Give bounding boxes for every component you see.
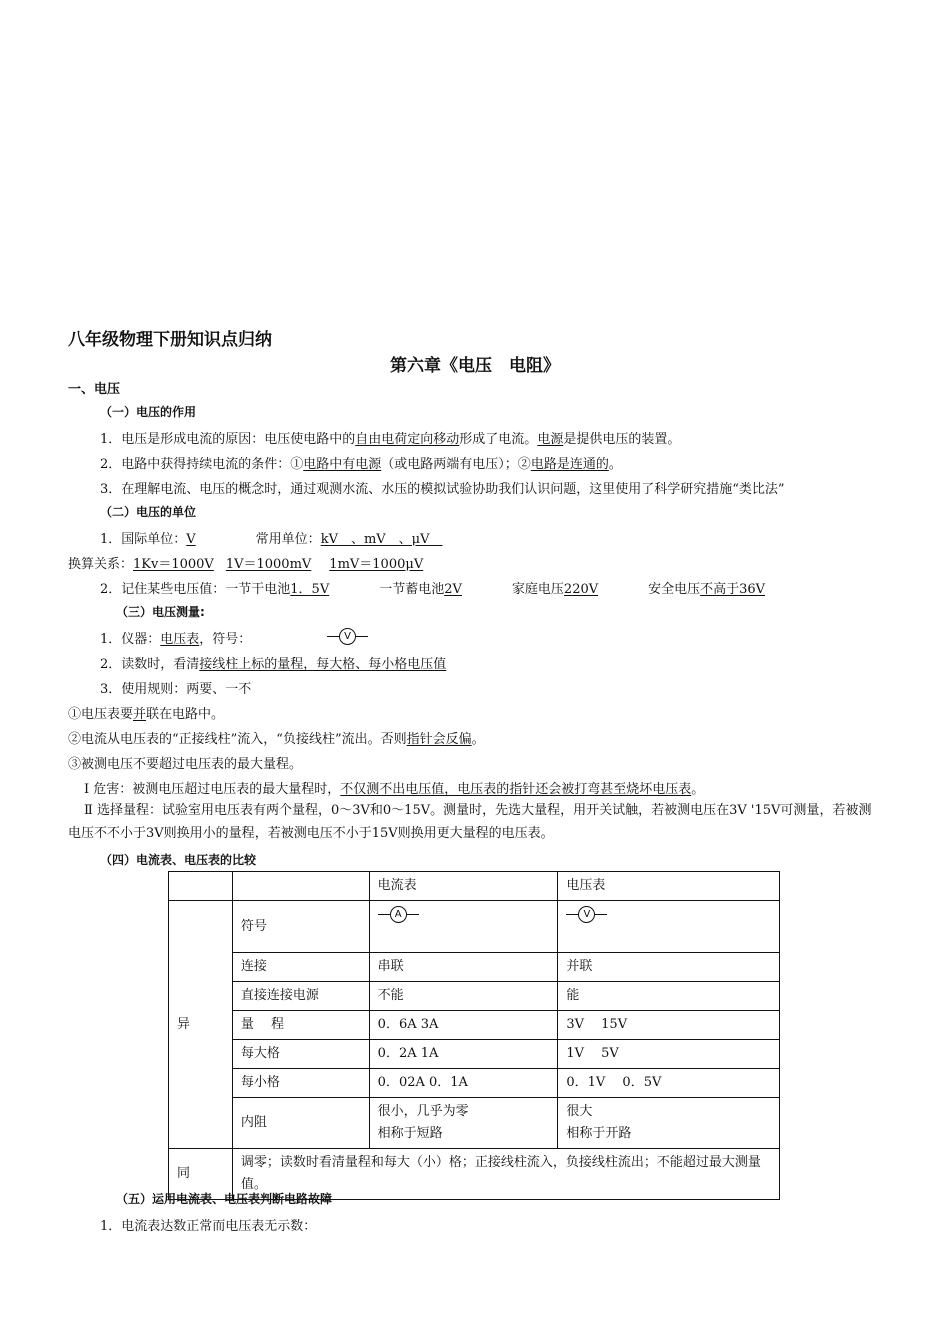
sub3-line8: Ⅱ 选择量程：试验室用电压表有两个量程，0～3V和0～15V。测量时，先选大量程，用开关试触，若被测电压在3V '15V可测量，若被测电压不不小于3V则换用小的量程，若被测电压不小于15V则换用更大量程的电压表。 xyxy=(68,803,872,841)
sub3-line1: 1．仪器：电压表，符号： xyxy=(100,632,252,647)
table-cell: 1V 5V xyxy=(558,1040,780,1069)
table-header-ammeter: 电流表 xyxy=(369,872,558,901)
table-cell: 每大格 xyxy=(232,1040,369,1069)
table-cell: 并联 xyxy=(558,953,780,982)
table-cell: 量 程 xyxy=(232,1011,369,1040)
sub5-line1: 1．电流表达数正常而电压表无示数： xyxy=(100,1219,317,1234)
sub3-line2: 2．读数时，看清接线柱上标的量程，每大格、每小格电压值 xyxy=(100,657,447,672)
voltmeter-symbol-cell xyxy=(558,901,780,953)
table-row xyxy=(169,1098,780,1149)
table-row xyxy=(169,1069,780,1098)
table-cell: 0．1V 0．5V xyxy=(558,1069,780,1098)
table-row xyxy=(169,953,780,982)
sub2-line3: 2．记住某些电压值：一节干电池1．5V 一节蓄电池2V 家庭电压220V 安全电压不高于36V xyxy=(100,582,766,597)
document-title: 八年级物理下册知识点归纳 xyxy=(68,330,272,350)
sub3-line5: ②电流从电压表的“正接线柱”流入，“负接线柱”流出。否则指针会反偏。 xyxy=(68,732,485,747)
sub3-line4: ①电压表要并联在电路中。 xyxy=(68,707,225,722)
sub3-line6: ③被测电压不要超过电压表的最大量程。 xyxy=(68,757,303,772)
table-cell: 0．2A 1A xyxy=(369,1040,558,1069)
sub4-heading: （四）电流表、电压表的比较 xyxy=(100,853,257,867)
ammeter-symbol-cell xyxy=(369,901,558,953)
sub1-line1: 1．电压是形成电流的原因：电压使电路中的自由电荷定向移动形成了电流。电源是提供电压的装置。 xyxy=(100,432,681,447)
table-header-voltmeter: 电压表 xyxy=(558,872,780,901)
chapter-title: 第六章《电压 电阻》 xyxy=(390,356,560,376)
table-cell: 很大 相称于开路 xyxy=(558,1098,780,1149)
sub2-line2: 换算关系：1Kv＝1000V 1V＝1000mV 1mV＝1000μV xyxy=(68,557,424,572)
sub1-line2: 2．电路中获得持续电流的条件：①电路中有电源（或电路两端有电压）；②电路是连通的。 xyxy=(100,457,622,472)
table-row xyxy=(169,1040,780,1069)
table-cell: 每小格 xyxy=(232,1069,369,1098)
table-cell: 直接连接电源 xyxy=(232,982,369,1011)
diff-label: 异 xyxy=(169,901,233,1149)
ammeter-icon: A xyxy=(390,906,407,923)
table-cell xyxy=(232,872,369,901)
table-header-row xyxy=(169,872,780,901)
table-cell: 连接 xyxy=(232,953,369,982)
voltmeter-symbol xyxy=(327,626,368,645)
sub3-line7: Ⅰ 危害：被测电压超过电压表的最大量程时，不仅测不出电压值，电压表的指针还会被打弯甚至烧坏电压表。 xyxy=(84,782,705,797)
table-cell: 3V 15V xyxy=(558,1011,780,1040)
table-row xyxy=(169,901,780,953)
table-cell: 串联 xyxy=(369,953,558,982)
table-cell: 符号 xyxy=(232,901,369,953)
sub3-line3: 3．使用规则：两要、一不 xyxy=(100,682,252,697)
table-cell: 很小，几乎为零 相称于短路 xyxy=(369,1098,558,1149)
sub5-heading: （五）运用电流表、电压表判断电路故障 xyxy=(116,1192,333,1206)
table-cell: 0．6A 3A xyxy=(369,1011,558,1040)
same-label: 同 xyxy=(169,1149,233,1200)
same-text-cell: 调零；读数时看清量程和每大（小）格；正接线柱流入，负接线柱流出；不能超过最大测量值。 xyxy=(232,1149,779,1200)
table-cell: 0．02A 0．1A xyxy=(369,1069,558,1098)
voltmeter-icon: V xyxy=(578,906,595,923)
sub1-heading: （一）电压的作用 xyxy=(100,405,197,419)
sub2-heading: （二）电压的单位 xyxy=(100,505,197,519)
table-row xyxy=(169,982,780,1011)
sub2-line1: 1．国际单位：V 常用单位：kV 、mV 、μV xyxy=(100,532,443,547)
voltmeter-icon: V xyxy=(339,628,356,645)
table-cell xyxy=(169,872,233,901)
table-cell: 能 xyxy=(558,982,780,1011)
section-voltage-heading: 一、电压 xyxy=(68,382,121,397)
table-cell: 不能 xyxy=(369,982,558,1011)
table-row xyxy=(169,1011,780,1040)
sub1-line3: 3．在理解电流、电压的概念时，通过观测水流、水压的模拟试验协助我们认识问题，这里使用了科学研究措施“类比法” xyxy=(100,482,785,497)
table-cell: 内阻 xyxy=(232,1098,369,1149)
comparison-table xyxy=(168,871,780,1200)
sub3-heading: （三）电压测量: xyxy=(116,605,205,619)
